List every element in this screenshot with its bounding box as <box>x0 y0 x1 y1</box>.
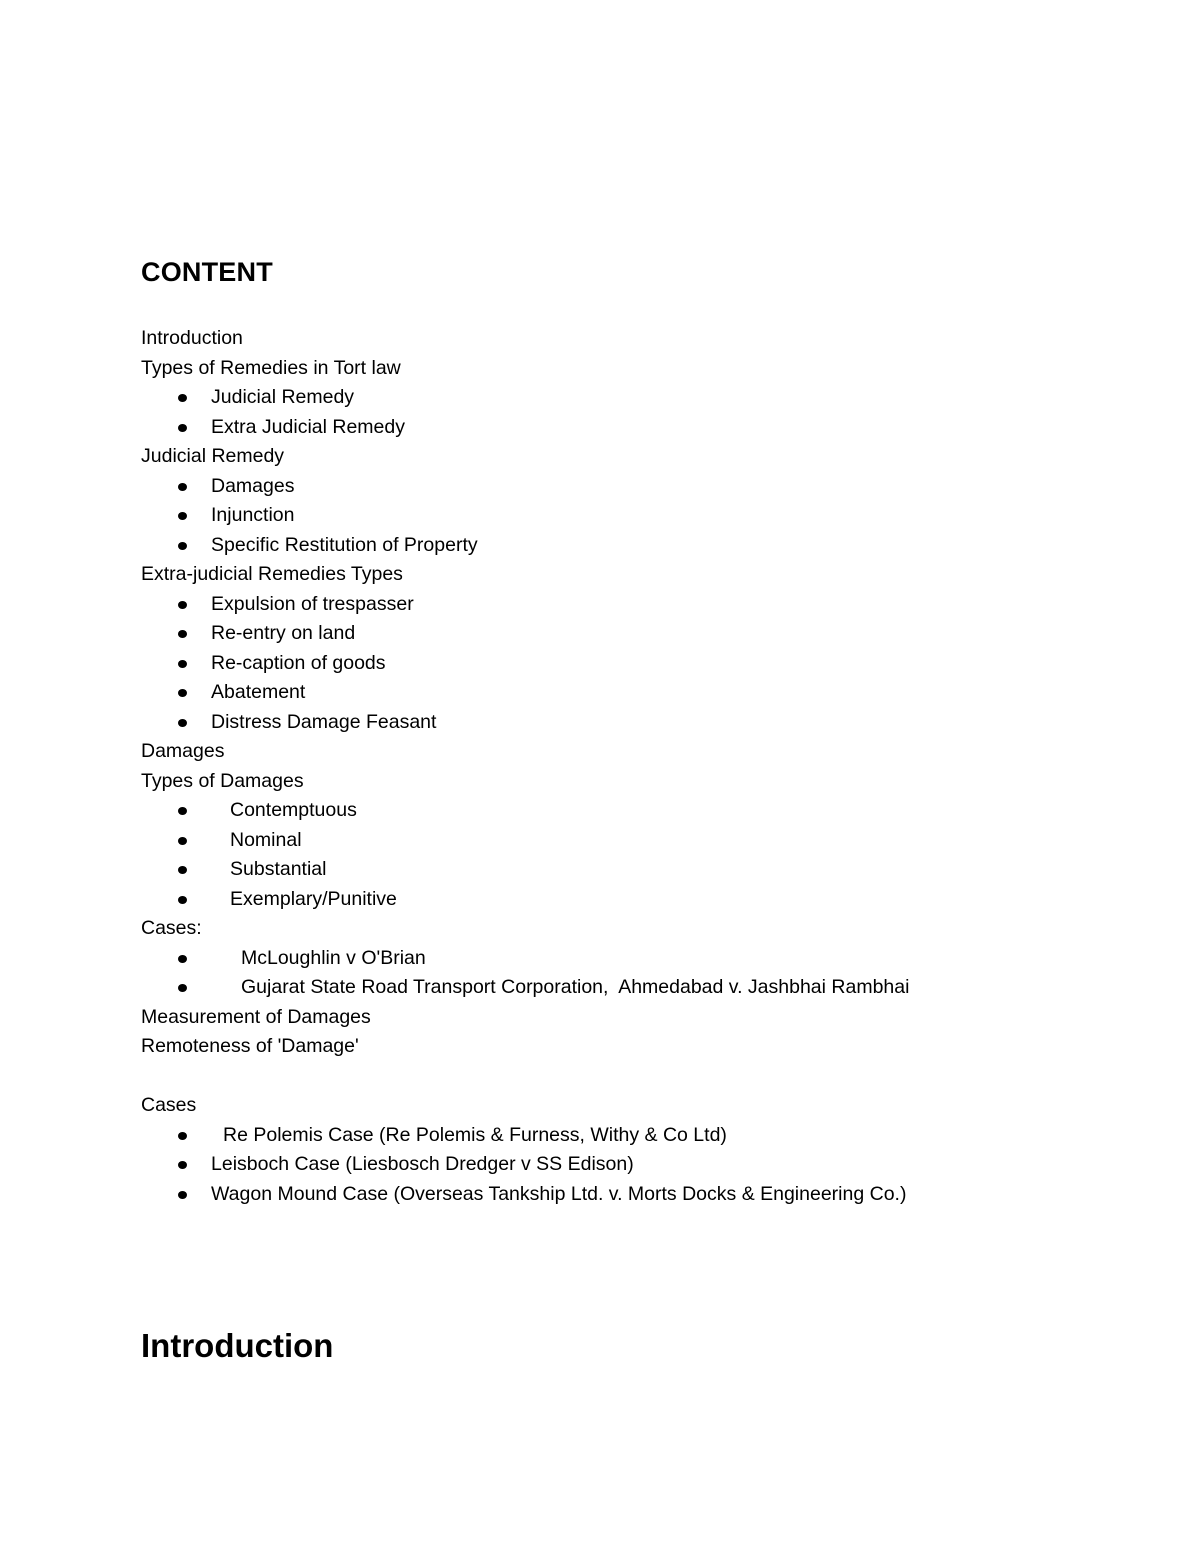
bullet-icon <box>178 1191 187 1199</box>
list-item-text: Specific Restitution of Property <box>211 533 478 556</box>
bullet-icon <box>178 424 187 432</box>
toc-types-of-remedies: Types of Remedies in Tort law <box>141 356 401 379</box>
bullet-icon <box>178 660 187 668</box>
list-item-text: Extra Judicial Remedy <box>211 415 405 438</box>
bullet-icon <box>178 955 187 963</box>
list-item <box>141 383 1091 413</box>
list-item-text: Abatement <box>211 681 306 703</box>
bullet-icon <box>178 394 187 402</box>
list-item <box>141 885 1091 915</box>
toc-remoteness: Remoteness of 'Damage' <box>141 1035 359 1057</box>
list-item <box>141 590 1091 620</box>
list-item <box>141 649 1091 679</box>
list-item <box>141 1121 1091 1151</box>
bullet-icon <box>178 1132 187 1140</box>
list-item-text: Exemplary/Punitive <box>230 887 397 910</box>
list-item-text: Expulsion of trespasser <box>211 592 414 615</box>
list-item <box>141 678 1091 708</box>
list-item-text: Substantial <box>230 858 327 880</box>
list-item-text: Re-caption of goods <box>211 651 386 674</box>
toc-extra-judicial: Extra-judicial Remedies Types <box>141 563 403 585</box>
list-item <box>141 855 1091 885</box>
toc-introduction: Introduction <box>141 327 243 349</box>
bullet-icon <box>178 866 187 874</box>
bullet-icon <box>178 512 187 520</box>
list-item-text: Distress Damage Feasant <box>211 710 437 733</box>
list-item <box>141 708 1091 738</box>
list-item-text: Leisboch Case (Liesbosch Dredger v SS Edison) <box>211 1153 634 1175</box>
table-of-contents <box>141 324 1091 1209</box>
introduction-heading: Introduction <box>141 1327 334 1364</box>
bullet-icon <box>178 483 187 491</box>
list-item-text: Contemptuous <box>230 799 357 821</box>
bullet-icon <box>178 601 187 609</box>
list-item <box>141 1150 1091 1180</box>
bullet-icon <box>178 630 187 638</box>
list-item <box>141 973 1091 1003</box>
list-item <box>141 413 1091 443</box>
bullet-icon <box>178 1161 187 1169</box>
list-item-text: Injunction <box>211 504 295 526</box>
bullet-icon <box>178 984 187 992</box>
list-item <box>141 619 1091 649</box>
list-item-text: Wagon Mound Case (Overseas Tankship Ltd. v. Morts Docks & Engineering Co.) <box>211 1182 907 1205</box>
toc-cases-2: Cases <box>141 1094 197 1116</box>
bullet-icon <box>178 542 187 550</box>
bullet-icon <box>178 807 187 815</box>
list-item-text: Gujarat State Road Transport Corporation, Ahmedabad v. Jashbhai Rambhai <box>241 976 910 998</box>
list-item-text: Re Polemis Case (Re Polemis & Furness, Withy & Co Ltd) <box>223 1123 727 1146</box>
list-item <box>141 826 1091 856</box>
list-item <box>141 531 1091 561</box>
content-heading: CONTENT <box>141 257 273 287</box>
list-item <box>141 796 1091 826</box>
toc-cases-1: Cases: <box>141 917 202 939</box>
toc-measurement: Measurement of Damages <box>141 1005 371 1028</box>
bullet-icon <box>178 689 187 697</box>
list-item-text: Judicial Remedy <box>211 386 355 408</box>
bullet-icon <box>178 896 187 904</box>
list-item-text: Nominal <box>230 828 302 851</box>
toc-judicial-remedy: Judicial Remedy <box>141 445 285 467</box>
list-item <box>141 944 1091 974</box>
bullet-icon <box>178 719 187 727</box>
list-item-text: McLoughlin v O'Brian <box>241 946 426 969</box>
list-item-text: Re-entry on land <box>211 622 356 644</box>
list-item <box>141 501 1091 531</box>
list-item <box>141 1180 1091 1210</box>
bullet-icon <box>178 837 187 845</box>
list-item <box>141 472 1091 502</box>
list-item-text: Damages <box>211 474 295 497</box>
toc-damages: Damages <box>141 740 225 762</box>
blank-line <box>141 1062 1091 1092</box>
toc-types-of-damages: Types of Damages <box>141 769 304 792</box>
